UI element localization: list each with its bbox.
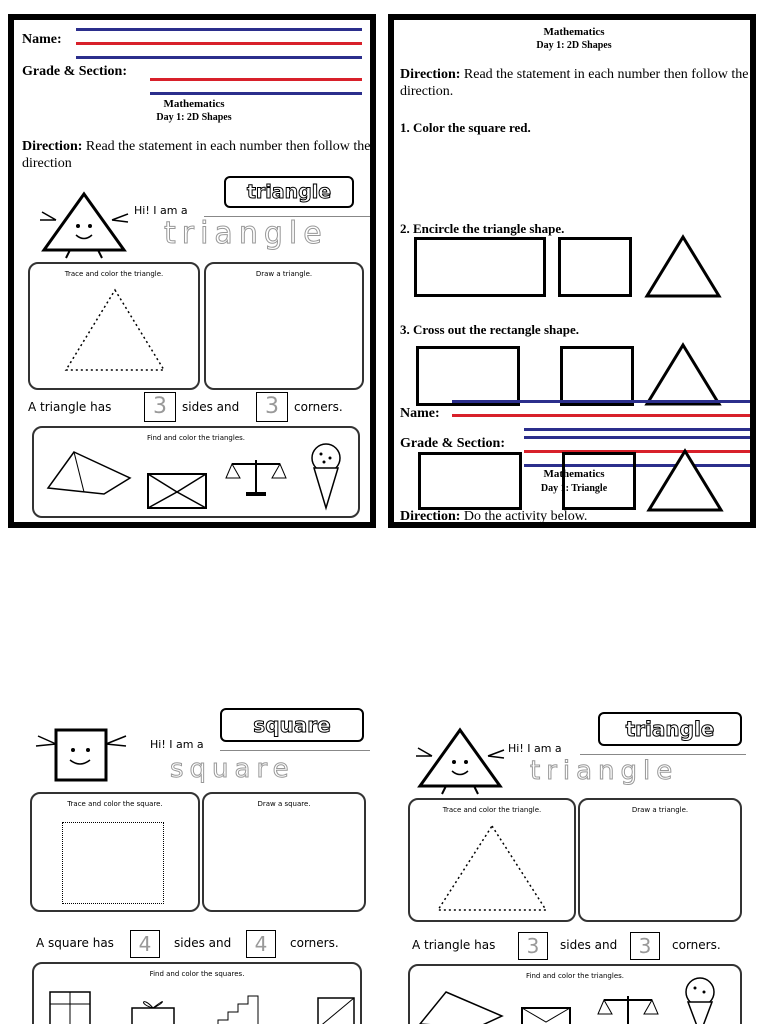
name-label: Name: xyxy=(400,406,440,421)
find-panel xyxy=(32,426,360,518)
sentence-start: A triangle has xyxy=(28,400,112,414)
subject-title: Mathematics xyxy=(543,26,605,38)
name-line-red xyxy=(76,42,362,45)
sentence-end: corners. xyxy=(290,936,339,950)
sides-count-box: 3 xyxy=(518,932,548,960)
triangle-character-icon xyxy=(412,726,508,796)
ice-cream-icon xyxy=(306,442,346,512)
grade-section-label: Grade & Section: xyxy=(400,436,505,451)
sentence-middle: sides and xyxy=(560,938,618,952)
trace-caption: Trace and color the triangle. xyxy=(442,806,542,814)
envelope-icon xyxy=(316,996,356,1024)
trace-guide-line xyxy=(220,750,370,751)
envelope-icon xyxy=(520,1006,572,1024)
envelope-icon xyxy=(146,472,208,512)
draw-panel xyxy=(204,262,364,390)
sentence-end: corners. xyxy=(672,938,721,952)
direction-text: Direction: Read the statement in each number then follow the direction xyxy=(22,139,371,170)
sentence-start: A triangle has xyxy=(412,938,496,952)
draw-panel xyxy=(202,792,366,912)
hi-i-am-a-text: Hi! I am a xyxy=(508,742,562,755)
gift-icon xyxy=(128,996,178,1024)
trace-panel xyxy=(28,262,200,390)
sentence-start: A square has xyxy=(36,936,114,950)
trace-panel xyxy=(30,792,200,912)
trace-caption: Trace and color the square. xyxy=(67,800,163,808)
name-line-blue-2 xyxy=(76,56,362,59)
grade-line-red xyxy=(150,78,362,81)
find-caption: Find and color the squares. xyxy=(149,970,245,978)
draw-caption: Draw a square. xyxy=(257,800,311,808)
worksheet-page-1 xyxy=(8,14,376,528)
name-line-blue-2 xyxy=(524,428,756,431)
sides-count-box: 4 xyxy=(130,930,160,958)
corners-count-box: 4 xyxy=(246,930,276,958)
question-3: 3. Cross out the rectangle shape. xyxy=(400,322,579,337)
trace-caption: Trace and color the triangle. xyxy=(64,270,164,278)
subject-title-b: Mathematics xyxy=(543,468,605,480)
square-character-icon xyxy=(28,724,132,786)
trace-word: square xyxy=(170,754,295,784)
rectangle-shape[interactable] xyxy=(418,452,522,510)
window-icon xyxy=(48,990,92,1024)
trace-word: triangle xyxy=(164,216,328,251)
name-label: Name: xyxy=(22,32,62,47)
shape-banner: triangle xyxy=(224,176,354,208)
trace-guide-line xyxy=(580,754,746,755)
day-title-b: Day 1: Triangle xyxy=(540,483,608,494)
grade-section-label: Grade & Section: xyxy=(22,64,127,79)
balance-scale-icon xyxy=(224,454,288,498)
worksheet-page-3 xyxy=(20,700,370,1024)
shape-banner: triangle xyxy=(598,712,742,746)
rectangle-shape[interactable] xyxy=(414,237,546,297)
rectangle-shape[interactable] xyxy=(416,346,520,406)
grade-line-blue xyxy=(150,92,362,95)
draw-caption: Draw a triangle. xyxy=(631,806,689,814)
find-caption: Find and color the triangles. xyxy=(147,434,245,442)
dotted-triangle-icon xyxy=(60,286,170,376)
question-1: 1. Color the square red. xyxy=(400,120,531,135)
direction-text-b: Direction: Do the activity below. xyxy=(400,509,588,524)
square-shape[interactable] xyxy=(562,452,636,510)
trace-word: triangle xyxy=(530,756,679,786)
corners-count-box: 3 xyxy=(630,932,660,960)
tent-icon xyxy=(416,988,506,1024)
day-title: Day 1: 2D Shapes xyxy=(156,112,232,123)
trace-panel xyxy=(408,798,576,922)
name-line-red xyxy=(452,414,756,417)
triangle-shape[interactable] xyxy=(646,448,724,514)
subject-title: Mathematics xyxy=(163,98,225,110)
ice-cream-icon xyxy=(680,976,720,1024)
name-line-blue xyxy=(76,28,362,31)
day-title: Day 1: 2D Shapes xyxy=(536,40,612,51)
balance-scale-icon xyxy=(596,992,660,1024)
dotted-triangle-icon xyxy=(432,822,552,916)
draw-panel xyxy=(578,798,742,922)
sentence-end: corners. xyxy=(294,400,343,414)
square-shape[interactable] xyxy=(560,346,634,406)
triangle-shape[interactable] xyxy=(644,342,722,408)
corners-count-box: 3 xyxy=(256,392,288,422)
worksheet-page-4 xyxy=(400,700,750,1024)
square-shape[interactable] xyxy=(558,237,632,297)
worksheet-page-2 xyxy=(388,14,756,528)
stairs-icon xyxy=(214,986,264,1024)
sides-count-box: 3 xyxy=(144,392,176,422)
triangle-shape[interactable] xyxy=(644,234,722,300)
find-panel xyxy=(32,962,362,1024)
question-2: 2. Encircle the triangle shape. xyxy=(400,221,565,236)
hi-i-am-a-text: Hi! I am a xyxy=(134,204,188,217)
tent-icon xyxy=(44,448,134,498)
triangle-character-icon xyxy=(36,190,132,260)
name-line-blue xyxy=(452,400,756,403)
find-caption: Find and color the triangles. xyxy=(526,972,624,980)
shape-banner: square xyxy=(220,708,364,742)
find-panel xyxy=(408,964,742,1024)
direction-text: Direction: Read the statement in each number then follow the direction. xyxy=(400,67,749,99)
draw-caption: Draw a triangle. xyxy=(255,270,313,278)
grade-line-blue xyxy=(524,436,756,439)
dotted-square-icon xyxy=(62,822,164,904)
sentence-middle: sides and xyxy=(182,400,240,414)
sentence-middle: sides and xyxy=(174,936,232,950)
hi-i-am-a-text: Hi! I am a xyxy=(150,738,204,751)
